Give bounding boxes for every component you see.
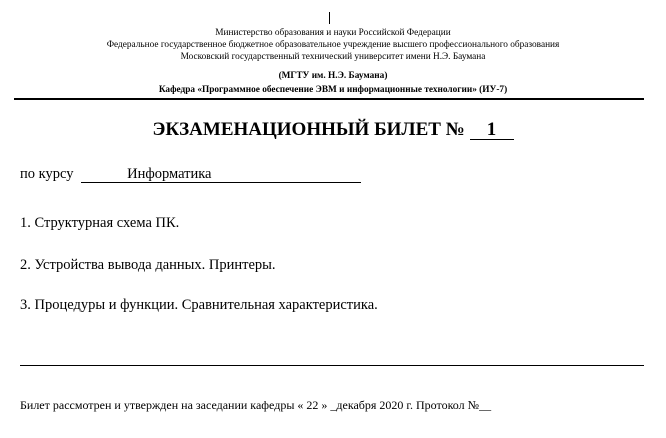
university-line: Московский государственный технический университет имени Н.Э. Баумана	[180, 52, 486, 62]
question-2: 2. Устройства вывода данных. Принтеры.	[20, 257, 276, 273]
ticket-title-text: ЭКЗАМЕНАЦИОННЫЙ БИЛЕТ №	[152, 119, 465, 140]
header-divider	[14, 98, 644, 100]
approval-note: Билет рассмотрен и утвержден на заседании кафедры « 22 » _декабря 2020 г. Протокол №__	[20, 398, 492, 412]
ticket-title	[0, 119, 666, 141]
question-1: 1. Структурная схема ПК.	[20, 215, 180, 231]
course-line	[20, 166, 361, 183]
question-3: 3. Процедуры и функции. Сравнительная характеристика.	[20, 297, 378, 313]
ticket-number: 1	[470, 120, 514, 140]
text-cursor	[329, 12, 330, 24]
course-label: по курсу	[20, 166, 74, 182]
footer-divider	[20, 365, 644, 366]
department-line: Кафедра «Программное обеспечение ЭВМ и информационные технологии» (ИУ-7)	[158, 85, 508, 95]
course-value: Информатика	[81, 166, 361, 183]
university-abbreviation: (МГТУ им. Н.Э. Баумана)	[278, 71, 388, 81]
institution-type-line: Федеральное государственное бюджетное образовательное учреждение высшего профессионального образования	[106, 40, 560, 50]
ministry-line: Министерство образования и науки Российской Федерации	[215, 28, 451, 38]
